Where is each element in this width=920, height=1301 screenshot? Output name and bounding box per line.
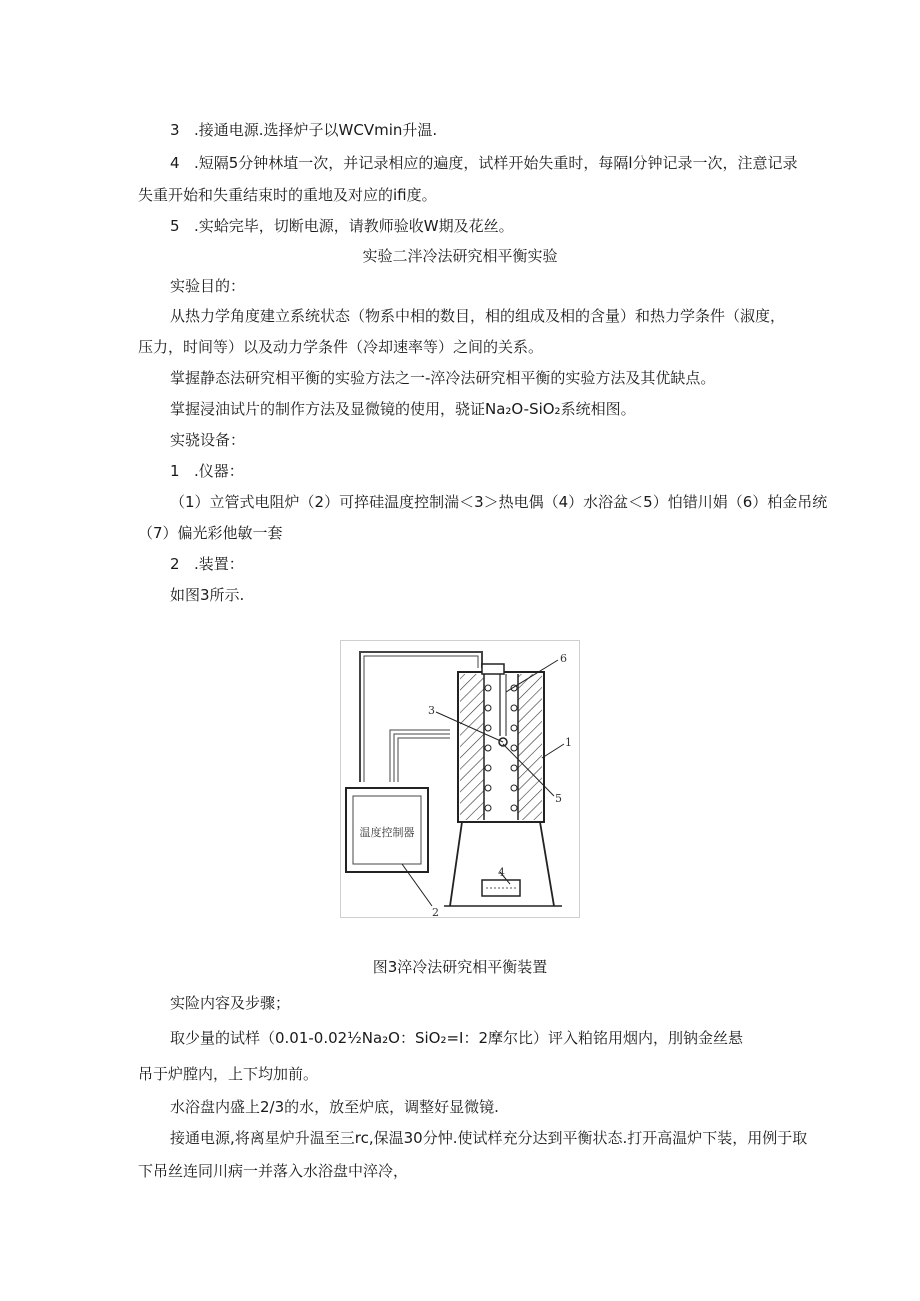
step-5	[170, 216, 514, 236]
step-4	[170, 153, 797, 173]
controller-label: 温度控制器	[359, 826, 415, 839]
label-2: 2	[432, 906, 439, 918]
step-number: 3	[170, 121, 180, 139]
step-3	[170, 120, 437, 140]
label-4: 4	[498, 866, 505, 879]
purpose-line: 压力，时间等）以及动力学条件（冷却速率等）之间的关系。	[138, 338, 544, 356]
apparatus-item	[170, 554, 244, 574]
purpose-line: 掌握静态法研究相平衡的实验方法之一-淬冷法研究相平衡的实验方法及其优缺点。	[170, 369, 716, 387]
label-3: 3	[428, 704, 435, 717]
figure-caption: 图3淬冷法研究相平衡装置	[372, 958, 548, 976]
step-4-continued: 失重开始和失重结束时的重地及对应的ifi度。	[138, 186, 437, 204]
furnace-wall-left	[460, 674, 484, 820]
procedure-heading: 实险内容及步骤；	[170, 994, 291, 1012]
experiment-title: 实验二泮冷法研究相平衡实验	[362, 247, 558, 265]
thermocouple-cap	[482, 664, 504, 674]
equipment-heading: 实骁设备：	[170, 431, 246, 449]
instrument-list: （1）立管式电阻炉（2）可捽硅温度控制湍＜3＞热电偶（4）水浴盆＜5）怕错川娟（6）柏金吊统	[170, 493, 828, 511]
instruments-item	[170, 461, 244, 481]
label-1: 1	[565, 736, 572, 749]
instrument-list: （7）偏光彩他敏一套	[138, 524, 283, 542]
item-label: .装置：	[194, 555, 244, 573]
purpose-heading: 实验目的：	[170, 277, 246, 295]
item-number: 2	[170, 555, 180, 573]
furnace-wall-right	[518, 674, 542, 820]
label-5: 5	[555, 792, 562, 805]
quench-apparatus-diagram	[340, 640, 580, 918]
procedure-line: 接通电源,将离星炉升温至三rc,保温30分忡.使试样充分达到平衡状态.打开高温炉下装，用例于取	[170, 1129, 808, 1147]
step-text: .接通电源.选择炉子以WCVmin升温.	[194, 121, 438, 139]
label-6: 6	[560, 652, 567, 665]
procedure-line: 取少量的试样（0.01-0.02½Na₂O：SiO₂=I：2摩尔比）评入粕铭用烟内，刖钠金丝悬	[170, 1029, 744, 1047]
see-figure: 如图3所示.	[170, 586, 245, 604]
step-text: .实蛤完毕，切断电源，请教师验收W期及花丝。	[194, 217, 514, 235]
item-number: 1	[170, 462, 180, 480]
step-number: 4	[170, 154, 180, 172]
item-label: .仪器：	[194, 462, 244, 480]
procedure-line: 下吊丝连同川病一并落入水浴盘中淬冷，	[138, 1162, 409, 1180]
procedure-line: 吊于炉膛内，上下均加前。	[138, 1065, 319, 1083]
apparatus-figure	[340, 640, 580, 918]
step-text: .短隔5分钟林埴一次，并记录相应的遍度，试样开始失重时，每隔l分钟记录一次，注意记录	[194, 154, 798, 172]
purpose-line: 从热力学角度建立系统状态（物系中相的数目，相的组成及相的含量）和热力学条件（淑度，	[170, 307, 786, 325]
step-number: 5	[170, 217, 180, 235]
purpose-line: 掌握浸油试片的制作方法及显微镜的使用，骁证Na₂O-SiO₂系统相图。	[170, 400, 636, 418]
procedure-line: 水浴盘内盛上2/3的水，放至炉底，调整好显微镜.	[170, 1098, 499, 1116]
